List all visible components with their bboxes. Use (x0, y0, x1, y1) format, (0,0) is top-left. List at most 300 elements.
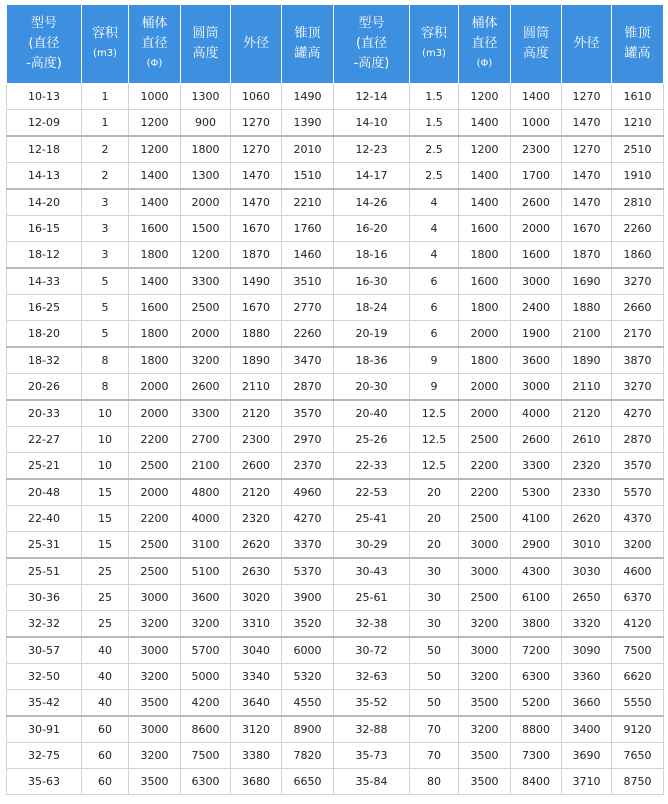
table-cell: 3200 (129, 611, 181, 638)
table-cell: 70 (410, 716, 459, 743)
table-cell: 1400 (459, 189, 511, 216)
table-cell: 1890 (562, 347, 612, 374)
table-cell: 5370 (282, 558, 334, 585)
table-cell: 30-57 (7, 637, 82, 664)
table-cell: 8 (82, 374, 129, 401)
table-cell: 25 (82, 558, 129, 585)
table-cell: 2200 (459, 453, 511, 480)
table-cell: 1460 (282, 242, 334, 269)
table-cell: 6300 (181, 769, 231, 795)
table-cell: 2660 (612, 295, 664, 321)
table-cell: 2320 (231, 506, 282, 532)
table-cell: 5550 (612, 690, 664, 717)
table-cell: 3000 (459, 558, 511, 585)
column-header-line: 锥顶 (624, 26, 651, 41)
table-cell: 3690 (562, 743, 612, 769)
column-header (612, 5, 664, 84)
table-cell: 8800 (511, 716, 562, 743)
table-cell: 1210 (612, 110, 664, 137)
table-cell: 1880 (231, 321, 282, 348)
table-cell: 3200 (129, 664, 181, 690)
table-cell: 5000 (181, 664, 231, 690)
table-cell: 2300 (231, 427, 282, 453)
table-cell: 2120 (231, 400, 282, 427)
table-cell: 14-33 (7, 268, 82, 295)
table-cell: 1800 (129, 347, 181, 374)
table-cell: 10 (82, 453, 129, 480)
table-cell: 2510 (612, 136, 664, 163)
table-cell: 2100 (562, 321, 612, 348)
column-header (410, 5, 459, 84)
table-row (7, 558, 664, 585)
table-cell: 6300 (511, 664, 562, 690)
table-cell: 25-61 (334, 585, 410, 611)
table-cell: 2110 (231, 374, 282, 401)
table-cell: 20-40 (334, 400, 410, 427)
table-row (7, 136, 664, 163)
table-cell: 7650 (612, 743, 664, 769)
table-cell: 2260 (612, 216, 664, 242)
column-header-line: 型号 (30, 16, 57, 31)
table-cell: 1 (82, 84, 129, 110)
column-header-line: 圆筒 (192, 26, 219, 41)
table-cell: 3090 (562, 637, 612, 664)
table-cell: 3 (82, 242, 129, 269)
table-cell: 1860 (612, 242, 664, 269)
table-cell: 4960 (282, 479, 334, 506)
table-cell: 30 (410, 585, 459, 611)
table-cell: 4 (410, 242, 459, 269)
table-cell: 3600 (511, 347, 562, 374)
column-header-line: (Φ) (146, 58, 163, 69)
table-cell: 7300 (511, 743, 562, 769)
table-cell: 20-30 (334, 374, 410, 401)
table-cell: 1060 (231, 84, 282, 110)
table-cell: 2600 (511, 427, 562, 453)
table-cell: 40 (82, 690, 129, 717)
table-row (7, 479, 664, 506)
table-cell: 9120 (612, 716, 664, 743)
table-cell: 3600 (181, 585, 231, 611)
table-cell: 4000 (181, 506, 231, 532)
column-header (459, 5, 511, 84)
table-cell: 30 (410, 611, 459, 638)
table-cell: 5200 (511, 690, 562, 717)
table-cell: 3570 (612, 453, 664, 480)
table-cell: 1400 (459, 110, 511, 137)
table-cell: 2500 (459, 427, 511, 453)
table-cell: 5 (82, 295, 129, 321)
table-cell: 18-24 (334, 295, 410, 321)
table-cell: 1910 (612, 163, 664, 190)
table-cell: 15 (82, 506, 129, 532)
table-cell: 12.5 (410, 427, 459, 453)
column-header-line: 罐高 (624, 46, 651, 61)
table-cell: 3640 (231, 690, 282, 717)
table-row (7, 163, 664, 190)
table-row (7, 716, 664, 743)
table-cell: 3680 (231, 769, 282, 795)
table-cell: 6 (410, 268, 459, 295)
table-cell: 20-33 (7, 400, 82, 427)
table-cell: 2620 (562, 506, 612, 532)
table-cell: 25-26 (334, 427, 410, 453)
column-header-line: 型号 (358, 16, 385, 31)
table-cell: 2000 (181, 321, 231, 348)
column-header (511, 5, 562, 84)
table-cell: 2110 (562, 374, 612, 401)
table-cell: 4270 (612, 400, 664, 427)
table-cell: 22-53 (334, 479, 410, 506)
table-cell: 1270 (562, 84, 612, 110)
table-cell: 3500 (129, 769, 181, 795)
column-header-line: 高度 (192, 46, 219, 61)
table-cell: 1.5 (410, 110, 459, 137)
table-cell: 2.5 (410, 163, 459, 190)
table-cell: 2260 (282, 321, 334, 348)
table-cell: 2500 (459, 585, 511, 611)
table-cell: 30-91 (7, 716, 82, 743)
table-cell: 5700 (181, 637, 231, 664)
table-cell: 3030 (562, 558, 612, 585)
table-cell: 1800 (129, 242, 181, 269)
column-header (562, 5, 612, 84)
table-cell: 3710 (562, 769, 612, 795)
table-cell: 8400 (511, 769, 562, 795)
table-cell: 22-40 (7, 506, 82, 532)
table-cell: 1 (82, 110, 129, 137)
table-cell: 4 (410, 216, 459, 242)
table-cell: 3340 (231, 664, 282, 690)
table-cell: 1490 (231, 268, 282, 295)
table-cell: 2870 (612, 427, 664, 453)
table-cell: 3360 (562, 664, 612, 690)
table-cell: 3900 (282, 585, 334, 611)
table-cell: 6000 (282, 637, 334, 664)
table-cell: 25 (82, 611, 129, 638)
table-cell: 2000 (511, 216, 562, 242)
table-cell: 7820 (282, 743, 334, 769)
table-cell: 3000 (511, 374, 562, 401)
table-cell: 3020 (231, 585, 282, 611)
table-cell: 2600 (511, 189, 562, 216)
table-cell: 6650 (282, 769, 334, 795)
table-cell: 14-10 (334, 110, 410, 137)
table-cell: 3570 (282, 400, 334, 427)
table-cell: 1800 (129, 321, 181, 348)
table-cell: 2010 (282, 136, 334, 163)
table-cell: 20 (410, 506, 459, 532)
table-cell: 3800 (511, 611, 562, 638)
table-cell: 3200 (181, 611, 231, 638)
table-cell: 12.5 (410, 453, 459, 480)
table-cell: 12-14 (334, 84, 410, 110)
table-cell: 3040 (231, 637, 282, 664)
table-cell: 18-16 (334, 242, 410, 269)
table-cell: 2500 (129, 532, 181, 559)
column-header-line: -高度) (26, 56, 62, 71)
table-cell: 3200 (459, 611, 511, 638)
table-cell: 32-88 (334, 716, 410, 743)
table-cell: 6620 (612, 664, 664, 690)
table-cell: 3000 (129, 716, 181, 743)
column-header (231, 5, 282, 84)
table-cell: 14-13 (7, 163, 82, 190)
table-cell: 3120 (231, 716, 282, 743)
table-row (7, 400, 664, 427)
table-row (7, 189, 664, 216)
table-cell: 2120 (562, 400, 612, 427)
table-cell: 18-12 (7, 242, 82, 269)
table-row (7, 769, 664, 795)
table-cell: 4550 (282, 690, 334, 717)
table-cell: 2870 (282, 374, 334, 401)
table-cell: 8600 (181, 716, 231, 743)
table-cell: 2170 (612, 321, 664, 348)
column-header (7, 5, 82, 84)
table-cell: 15 (82, 532, 129, 559)
table-cell: 16-15 (7, 216, 82, 242)
column-header-line: 直径 (141, 36, 168, 51)
column-header-line: 圆筒 (522, 26, 549, 41)
table-cell: 1200 (181, 242, 231, 269)
table-cell: 5 (82, 321, 129, 348)
table-cell: 1800 (459, 347, 511, 374)
table-cell: 20-19 (334, 321, 410, 348)
table-cell: 3010 (562, 532, 612, 559)
table-cell: 2320 (562, 453, 612, 480)
table-cell: 22-27 (7, 427, 82, 453)
column-header-line: 容积 (91, 26, 118, 41)
table-cell: 3000 (129, 637, 181, 664)
table-cell: 25-51 (7, 558, 82, 585)
table-cell: 18-36 (334, 347, 410, 374)
table-cell: 1400 (129, 189, 181, 216)
table-cell: 2300 (511, 136, 562, 163)
table-cell: 6100 (511, 585, 562, 611)
table-cell: 60 (82, 716, 129, 743)
table-row (7, 268, 664, 295)
table-row (7, 506, 664, 532)
table-cell: 3200 (612, 532, 664, 559)
table-cell: 2900 (511, 532, 562, 559)
table-cell: 20 (410, 479, 459, 506)
table-cell: 12-23 (334, 136, 410, 163)
table-cell: 3870 (612, 347, 664, 374)
table-cell: 30-29 (334, 532, 410, 559)
column-header (334, 5, 410, 84)
table-cell: 20-26 (7, 374, 82, 401)
table-cell: 1000 (129, 84, 181, 110)
table-cell: 1800 (459, 242, 511, 269)
table-cell: 1760 (282, 216, 334, 242)
table-cell: 1300 (181, 163, 231, 190)
table-cell: 1670 (231, 216, 282, 242)
table-cell: 2000 (129, 479, 181, 506)
table-cell: 3380 (231, 743, 282, 769)
table-cell: 2200 (129, 506, 181, 532)
table-cell: 3660 (562, 690, 612, 717)
table-cell: 1900 (511, 321, 562, 348)
table-cell: 32-50 (7, 664, 82, 690)
table-cell: 15 (82, 479, 129, 506)
table-cell: 35-42 (7, 690, 82, 717)
table-cell: 25 (82, 585, 129, 611)
table-cell: 50 (410, 637, 459, 664)
table-row (7, 110, 664, 137)
table-cell: 2770 (282, 295, 334, 321)
table-cell: 2630 (231, 558, 282, 585)
table-cell: 2500 (181, 295, 231, 321)
table-cell: 7500 (181, 743, 231, 769)
table-cell: 2120 (231, 479, 282, 506)
column-header (129, 5, 181, 84)
table-cell: 4000 (511, 400, 562, 427)
table-row (7, 585, 664, 611)
table-cell: 20 (410, 532, 459, 559)
table-cell: 2100 (181, 453, 231, 480)
column-header (82, 5, 129, 84)
column-header-line: -高度) (353, 56, 390, 71)
table-cell: 3000 (129, 585, 181, 611)
column-header-line: 外径 (242, 36, 269, 51)
table-cell: 3270 (612, 374, 664, 401)
table-cell: 1390 (282, 110, 334, 137)
table-cell: 4300 (511, 558, 562, 585)
table-cell: 2200 (459, 479, 511, 506)
table-cell: 1670 (562, 216, 612, 242)
column-header-line: (直径 (28, 36, 60, 51)
table-cell: 30-36 (7, 585, 82, 611)
table-cell: 3370 (282, 532, 334, 559)
table-cell: 8750 (612, 769, 664, 795)
table-cell: 6370 (612, 585, 664, 611)
table-cell: 2500 (459, 506, 511, 532)
column-header-line: (直径 (355, 36, 388, 51)
table-cell: 30-43 (334, 558, 410, 585)
table-cell: 16-30 (334, 268, 410, 295)
table-cell: 1470 (562, 189, 612, 216)
table-cell: 7200 (511, 637, 562, 664)
table-cell: 9 (410, 347, 459, 374)
table-cell: 1270 (231, 136, 282, 163)
table-cell: 50 (410, 690, 459, 717)
table-row (7, 321, 664, 348)
table-cell: 1600 (129, 216, 181, 242)
table-cell: 12-09 (7, 110, 82, 137)
table-cell: 1470 (231, 163, 282, 190)
table-cell: 25-41 (334, 506, 410, 532)
table-row (7, 216, 664, 242)
table-cell: 6 (410, 321, 459, 348)
table-cell: 2000 (129, 400, 181, 427)
table-cell: 32-63 (334, 664, 410, 690)
table-cell: 8 (82, 347, 129, 374)
table-cell: 3 (82, 216, 129, 242)
table-cell: 1400 (511, 84, 562, 110)
table-cell: 2210 (282, 189, 334, 216)
table-cell: 1510 (282, 163, 334, 190)
table-cell: 16-25 (7, 295, 82, 321)
table-cell: 3300 (181, 268, 231, 295)
table-cell: 3300 (511, 453, 562, 480)
table-cell: 2000 (181, 189, 231, 216)
table-cell: 70 (410, 743, 459, 769)
table-cell: 5 (82, 268, 129, 295)
table-cell: 3200 (129, 743, 181, 769)
table-cell: 3000 (459, 532, 511, 559)
table-cell: 1200 (459, 136, 511, 163)
table-cell: 3500 (459, 743, 511, 769)
table-cell: 3200 (459, 716, 511, 743)
table-cell: 2700 (181, 427, 231, 453)
table-cell: 14-26 (334, 189, 410, 216)
table-cell: 16-20 (334, 216, 410, 242)
table-cell: 4270 (282, 506, 334, 532)
table-cell: 1470 (231, 189, 282, 216)
table-cell: 5320 (282, 664, 334, 690)
table-cell: 1690 (562, 268, 612, 295)
table-cell: 5300 (511, 479, 562, 506)
table-cell: 1470 (562, 163, 612, 190)
table-cell: 1600 (129, 295, 181, 321)
table-cell: 1200 (459, 84, 511, 110)
table-row (7, 637, 664, 664)
table-row (7, 743, 664, 769)
table-row (7, 347, 664, 374)
table-cell: 18-32 (7, 347, 82, 374)
table-cell: 25-21 (7, 453, 82, 480)
table-cell: 2 (82, 136, 129, 163)
column-header-line: 锥顶 (294, 26, 321, 41)
column-header (282, 5, 334, 84)
table-cell: 2500 (129, 453, 181, 480)
table-cell: 35-73 (334, 743, 410, 769)
table-cell: 4100 (511, 506, 562, 532)
column-header-line: 直径 (471, 36, 498, 51)
table-row (7, 295, 664, 321)
table-cell: 2000 (459, 321, 511, 348)
table-cell: 2200 (129, 427, 181, 453)
column-header-line: 容积 (420, 26, 447, 41)
table-cell: 2600 (181, 374, 231, 401)
table-row (7, 690, 664, 717)
table-header-row (7, 5, 664, 84)
table-cell: 3000 (459, 637, 511, 664)
table-cell: 32-38 (334, 611, 410, 638)
table-cell: 30-72 (334, 637, 410, 664)
column-header-line: 外径 (573, 36, 600, 51)
table-cell: 1500 (181, 216, 231, 242)
table-cell: 2 (82, 163, 129, 190)
table-row (7, 427, 664, 453)
table-cell: 1200 (129, 136, 181, 163)
table-cell: 900 (181, 110, 231, 137)
table-cell: 4370 (612, 506, 664, 532)
column-header-line: (m3) (93, 48, 117, 59)
table-cell: 50 (410, 664, 459, 690)
column-header-line: (m3) (422, 48, 446, 59)
table-cell: 3200 (459, 664, 511, 690)
table-cell: 1800 (181, 136, 231, 163)
table-cell: 2810 (612, 189, 664, 216)
table-cell: 3300 (181, 400, 231, 427)
table-cell: 4200 (181, 690, 231, 717)
table-cell: 10 (82, 400, 129, 427)
table-cell: 8900 (282, 716, 334, 743)
table-cell: 2650 (562, 585, 612, 611)
table-cell: 2000 (459, 374, 511, 401)
